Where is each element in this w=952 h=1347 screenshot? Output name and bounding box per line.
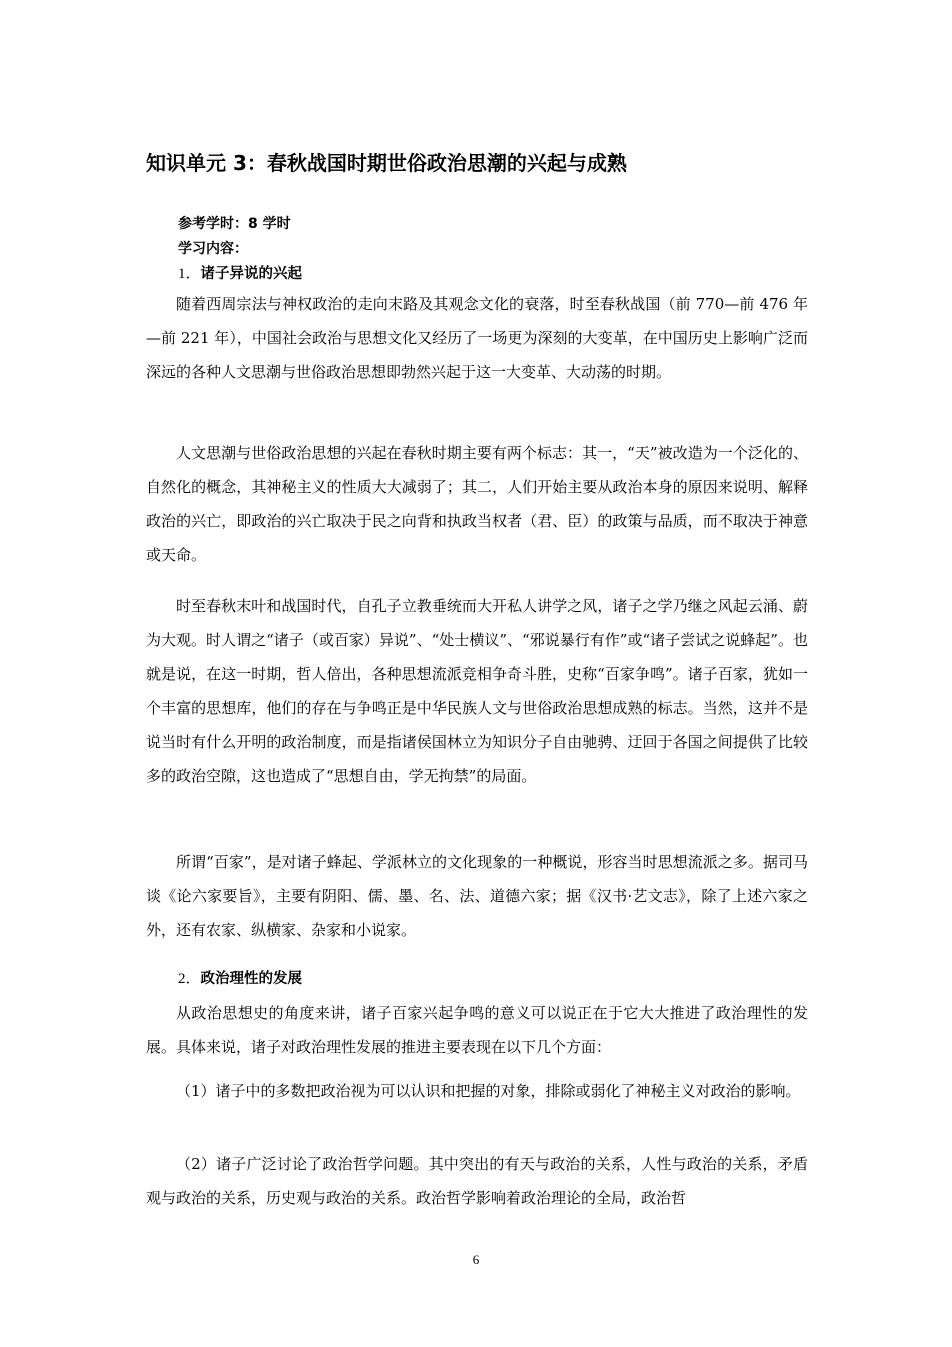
section-heading-2 xyxy=(178,967,302,990)
section-title: 诸子异说的兴起 xyxy=(200,266,303,282)
page-title: 知识单元 3：春秋战国时期世俗政治思潮的兴起与成熟 xyxy=(146,151,627,175)
reference-hours: 参考学时：8 学时 xyxy=(178,216,291,232)
section-number: 2． xyxy=(178,971,201,987)
body-paragraph: 时至春秋末叶和战国时代，自孔子立教垂统而大开私人讲学之风，诸子之学乃继之风起云涌、蔚为大观。时人谓之“诸子（或百家）异说”、“处士横议”、“邪说暴行有作”或“诸子尝试之说蜂起”。也就是说，在这一时期，哲人倍出，各种思想流派竞相争奇斗胜，史称“百家争鸣”。诸子百家，犹如一个丰富的思想库，他们的存在与争鸣正是中华民族人文与世俗政治思想成熟的标志。当然，这并不是说当时有什么开明的政治制度，而是指诸侯国林立为知识分子自由驰骋、迂回于各国之间提供了比较多的政治空隙，这也造成了“思想自由，学无拘禁”的局面。 xyxy=(146,597,808,785)
body-paragraph: 从政治思想史的角度来讲，诸子百家兴起争鸣的意义可以说正在于它大大推进了政治理性的发展。具体来说，诸子对政治理性发展的推进主要表现在以下几个方面： xyxy=(146,1004,808,1056)
list-item-paragraph: （1）诸子中的多数把政治视为可以认识和把握的对象，排除或弱化了神秘主义对政治的影响。 xyxy=(176,1082,801,1100)
body-paragraph: 人文思潮与世俗政治思想的兴起在春秋时期主要有两个标志：其一，“天”被改造为一个泛化的、自然化的概念，其神秘主义的性质大大减弱了；其二，人们开始主要从政治本身的原因来说明、解释政治的兴亡，即政治的兴亡取决于民之向背和执政当权者（君、臣）的政策与品质，而不取决于神意或天命。 xyxy=(146,444,808,564)
section-number: 1． xyxy=(178,266,201,282)
page-number: 6 xyxy=(472,1252,480,1267)
list-item-paragraph: （2）诸子广泛讨论了政治哲学问题。其中突出的有天与政治的关系，人性与政治的关系，矛盾观与政治的关系，历史观与政治的关系。政治哲学影响着政治理论的全局，政治哲 xyxy=(146,1155,808,1207)
body-paragraph: 随着西周宗法与神权政治的走向末路及其观念文化的衰落，时至春秋战国（前 770—前 476 年—前 221 年），中国社会政治与思想文化又经历了一场更为深刻的大变革，在中国历史上影响广泛而深远的各种人文思潮与世俗政治思想即勃然兴起于这一大变革、大动荡的时期。 xyxy=(146,295,808,381)
body-paragraph: 所谓“百家”，是对诸子蜂起、学派林立的文化现象的一种概说，形容当时思想流派之多。据司马谈《论六家要旨》，主要有阴阳、儒、墨、名、法、道德六家；据《汉书·艺文志》，除了上述六家之外，还有农家、纵横家、杂家和小说家。 xyxy=(146,853,808,939)
learning-content-label: 学习内容： xyxy=(178,241,248,257)
section-title: 政治理性的发展 xyxy=(200,971,303,987)
section-heading-1 xyxy=(178,262,302,285)
